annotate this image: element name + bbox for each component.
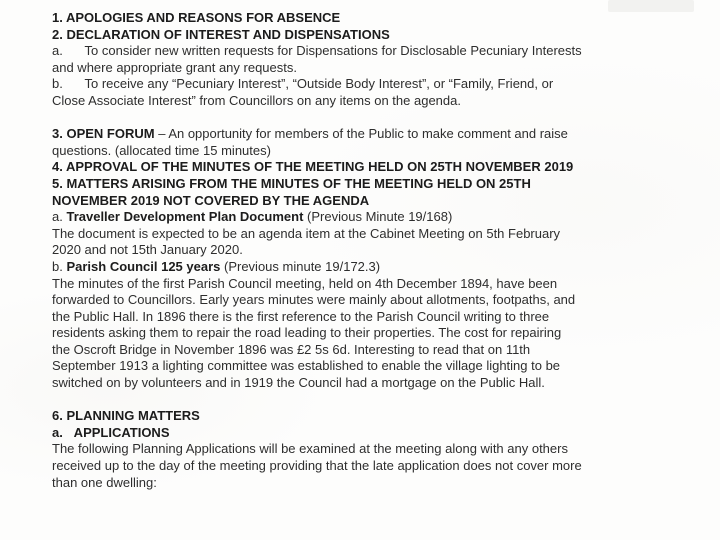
agenda-item-2b-text: b. To receive any “Pecuniary Interest”, “Outside Body Interest”, or “Family, Friend, or Close Associate Interest” from Councillors on any items on the agenda. — [52, 76, 554, 108]
agenda-item-6-heading: 6. PLANNING MATTERS — [52, 408, 200, 424]
agenda-item-5-heading: 5. MATTERS ARISING FROM THE MINUTES OF THE MEETING HELD ON 25TH NOVEMBER 2019 NOT COVERED BY THE AGENDA — [52, 175, 531, 208]
agenda-item-5a-body: The document is expected to be an agenda item at the Cabinet Meeting on 5th February 2020 and not 15th January 2020. — [52, 225, 561, 258]
agenda-item-2a-text: a. To consider new written requests for Dispensations for Disclosable Pecuniary Interests and where appropriate grant any requests. — [52, 43, 582, 75]
agenda-item-5b-title — [52, 259, 664, 276]
agenda-item-5a-title — [52, 209, 664, 226]
agenda-item-5b-body: The minutes of the first Parish Council meeting, held on 4th December 1894, have been forwarded to Councillors. Early years minutes were mainly about allotments, footpaths, and the Public Hall. In 1896 there is the first reference to the Parish Council writing to three residents asking them to repair the road leading to their properties. The cost for repairing the Oscroft Bridge in November 1896 was £2 5s 6d. Interesting to read that on 11th September 1913 a lighting committee was established to enable the village lighting to be switched on by volunteers and in 1919 the Council had a mortgage on the Public Hall. — [52, 275, 576, 391]
agenda-item-5a-label: a. — [52, 209, 67, 225]
agenda-item-3-paragraph — [52, 126, 664, 159]
agenda-item-2-heading: 2. DECLARATION OF INTEREST AND DISPENSATIONS — [52, 26, 390, 42]
agenda-item-3-intro-line1: – An opportunity for members of the Public to make comment and raise — [154, 126, 568, 142]
agenda-item-5b-label: b. — [52, 258, 67, 274]
agenda-item-5b-title-bold: Parish Council 125 years — [66, 258, 221, 274]
agenda-item-6 — [52, 408, 664, 491]
agenda-item-3-heading: 3. OPEN FORUM — [52, 126, 155, 142]
agenda-item-5 — [52, 176, 664, 392]
agenda-item-6a-body: The following Planning Applications will be examined at the meeting along with any others received up to the day of the meeting providing that the late application does not cover more than one dwelling: — [52, 441, 582, 490]
scan-artifact — [608, 0, 694, 12]
agenda-item-5b-minute-ref: (Previous minute 19/172.3) — [220, 258, 381, 274]
agenda-item-4-heading: 4. APPROVAL OF THE MINUTES OF THE MEETING HELD ON 25TH NOVEMBER 2019 — [52, 159, 574, 175]
agenda-item-1-heading: 1. APOLOGIES AND REASONS FOR ABSENCE — [52, 10, 341, 25]
agenda-item-3-intro-line2: questions. (allocated time 15 minutes) — [52, 142, 271, 158]
agenda-item-6a-heading: a. APPLICATIONS — [52, 424, 170, 440]
agenda-item-5a-minute-ref: (Previous Minute 19/168) — [303, 209, 453, 225]
agenda-item-2 — [52, 27, 664, 110]
agenda-item-5a-title-bold: Traveller Development Plan Document — [66, 209, 304, 225]
